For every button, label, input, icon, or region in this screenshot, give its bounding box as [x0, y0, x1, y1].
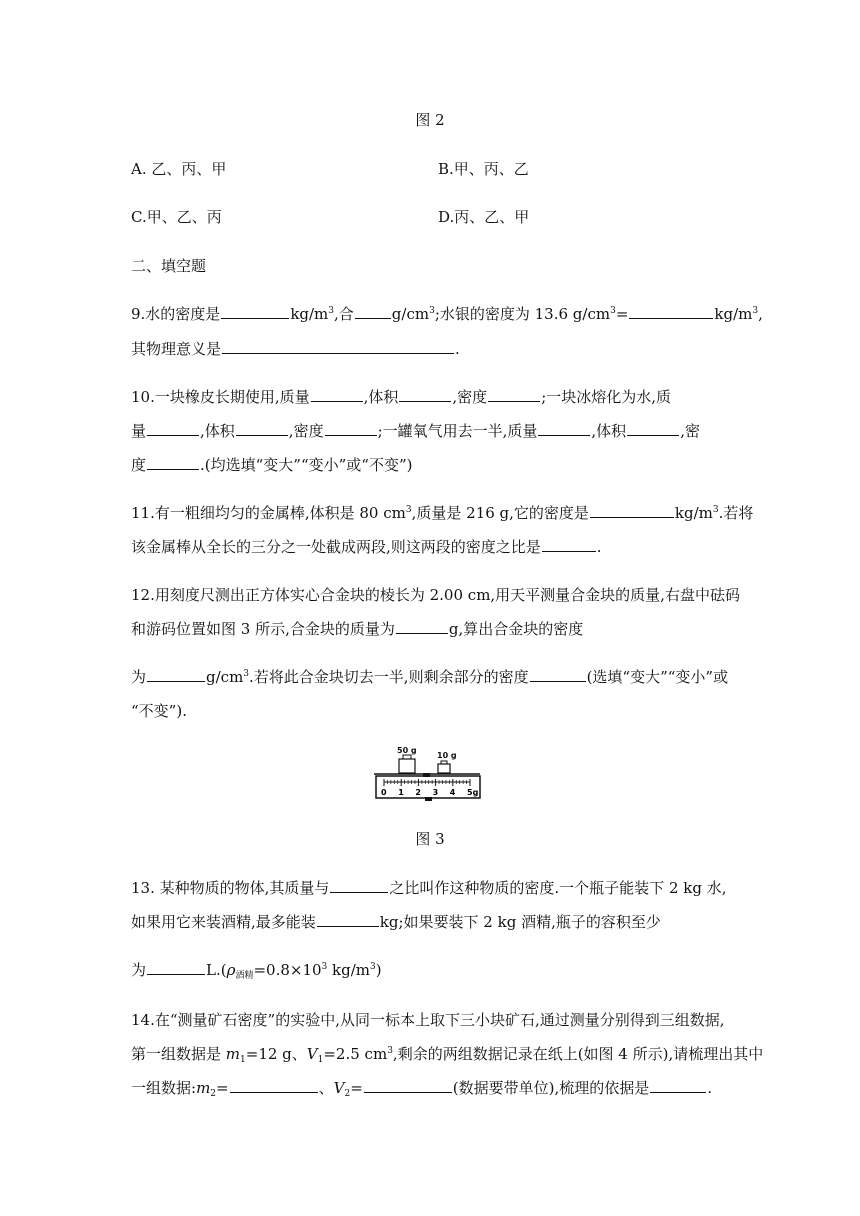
question-10-line-1: 10.一块橡皮长期使用,质量 ,体积 ,密度 ;一块冰熔化为水,质 [131, 388, 672, 406]
scale-tick-label: 0 [381, 788, 387, 797]
answer-blank[interactable] [590, 503, 674, 518]
question-12-line-2: 和游码位置如图 3 所示,合金块的质量为 g,算出合金块的密度 [131, 620, 584, 638]
weight-10g-label: 10 g [437, 751, 457, 760]
scale-tick-label: 5g [467, 788, 479, 797]
question-14-line-1: 14.在“测量矿石密度”的实验中,从同一标本上取下三小块矿石,通过测量分别得到三组数据, [131, 1011, 725, 1029]
answer-blank[interactable] [147, 421, 199, 436]
question-14-line-2: 第一组数据是 $m_1=12$ g、$V_1=2.5$ $cm^3$,剩余的两组数据记录在纸上(如图 4 所示),请梳理出其中 [131, 1045, 764, 1065]
option-d: D.丙、乙、甲 [438, 208, 530, 226]
answer-blank[interactable] [364, 1078, 452, 1093]
question-13-line-2: 如果用它来装酒精,最多能装 kg;如果要装下 2 kg 酒精,瓶子的容积至少 [131, 913, 661, 931]
question-9-line-1: 9.水的密度是 $kg/m^3$,合 $g/cm^3$;水银的密度为 13.6 $g/cm^3= kg/m^3$, [131, 305, 763, 323]
answer-blank[interactable] [147, 667, 205, 682]
beam-scale [376, 776, 480, 798]
question-14-line-3: 一组数据$:m_2=$ 、$V_2=$ (数据要带单位),梳理的依据是 . [131, 1079, 713, 1099]
question-13-line-3: 为 $L.(\rho_{酒精}=0.8\times 10^3$ $kg/m^3$) [131, 961, 382, 981]
weight-50g-icon [399, 759, 415, 773]
answer-blank[interactable] [311, 387, 363, 402]
figure-3-balance-diagram [370, 744, 486, 806]
question-10-line-3: 度 .(均选填“变大”“变小”或“不变”) [131, 456, 413, 474]
answer-blank[interactable] [230, 1078, 318, 1093]
section-title: 二、填空题 [131, 257, 207, 275]
weight-50g-label: 50 g [397, 746, 417, 755]
question-11-line-2: 该金属棒从全长的三分之一处截成两段,则这两段的密度之比是 . [131, 538, 602, 556]
scale-tick-label: 3 [432, 788, 439, 797]
rider-icon [425, 797, 432, 801]
question-13-line-1: 13. 某种物质的物体,其质量与 之比叫作这种物质的密度.一个瓶子能装下 2 kg 水, [131, 879, 727, 897]
answer-blank[interactable] [650, 1078, 706, 1093]
option-c: C.甲、乙、丙 [131, 208, 222, 226]
answer-blank[interactable] [222, 339, 454, 354]
answer-blank[interactable] [627, 421, 679, 436]
answer-blank[interactable] [330, 878, 388, 893]
scale-tick-label: 2 [415, 788, 421, 797]
figure-2-caption: 图 2 [415, 111, 445, 129]
option-b: B.甲、丙、乙 [438, 160, 529, 178]
question-12-line-3: 为 $g/cm^3$.若将此合金块切去一半,则剩余部分的密度 (选填“变大”“变小”或 [131, 668, 729, 686]
scale-tick-label: 4 [449, 788, 456, 797]
scale-tick-label: 1 [398, 788, 404, 797]
answer-blank[interactable] [236, 421, 288, 436]
answer-blank[interactable] [538, 421, 590, 436]
question-10-line-2: 量 ,体积 ,密度 ;一罐氧气用去一半,质量 ,体积 ,密 [131, 422, 700, 440]
answer-blank[interactable] [396, 619, 448, 634]
answer-blank[interactable] [629, 304, 713, 319]
answer-blank[interactable] [530, 667, 586, 682]
answer-blank[interactable] [399, 387, 451, 402]
option-a: A. 乙、丙、甲 [131, 160, 227, 178]
answer-blank[interactable] [355, 304, 391, 319]
answer-blank[interactable] [488, 387, 540, 402]
rider-top [423, 773, 430, 777]
question-11-line-1: 11.有一粗细均匀的金属棒,体积是 80 $cm^3$,质量是 216 g,它的密度是 $kg/m^3$.若将 [131, 504, 754, 522]
question-9-line-2: 其物理意义是 . [131, 340, 460, 358]
question-12-line-1: 12.用刻度尺测出正方体实心合金块的棱长为 2.00 cm,用天平测量合金块的质量,右盘中砝码 [131, 586, 740, 604]
answer-blank[interactable] [147, 960, 205, 975]
answer-blank[interactable] [325, 421, 377, 436]
answer-blank[interactable] [147, 455, 199, 470]
answer-blank[interactable] [317, 912, 379, 927]
answer-blank[interactable] [221, 304, 289, 319]
figure-3-caption: 图 3 [415, 830, 445, 848]
weight-10g-icon [438, 764, 450, 773]
question-12-line-4: “不变”). [131, 702, 187, 720]
answer-blank[interactable] [542, 537, 596, 552]
